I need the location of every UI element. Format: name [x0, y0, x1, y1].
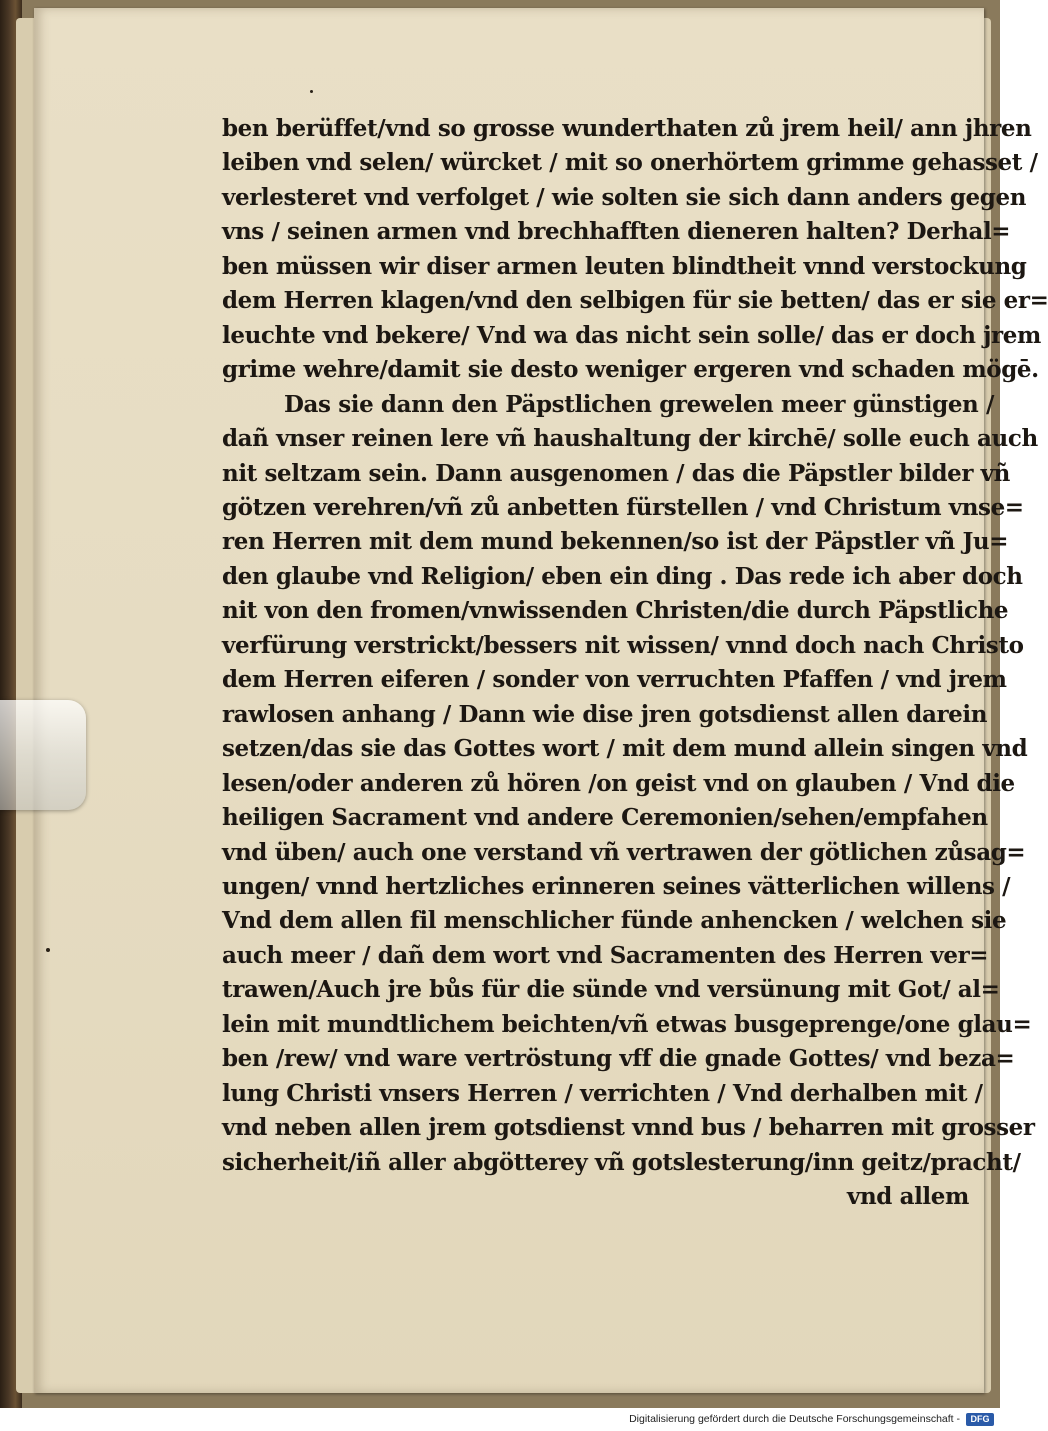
text-line: lung Christi vnsers Herren / verrichten / Vnd derhalben mit / — [222, 1079, 983, 1107]
text-line: vnd neben allen jrem gotsdienst vnnd bus / beharren mit grosser — [222, 1114, 1035, 1142]
ink-speck — [310, 90, 313, 93]
text-line: verlesteret vnd verfolget / wie solten sie sich dann anders gegen — [222, 183, 1027, 211]
text-line: ungen/ vnnd hertzliches erinneren seines vätterlichen willens / — [222, 872, 1011, 900]
text-line: vnd üben/ auch one verstand vñ vertrawen der götlichen zůsag= — [222, 838, 1026, 866]
text-line: den glaube vnd Religion/ eben ein ding . Das rede ich aber doch — [222, 562, 1023, 590]
text-line: trawen/Auch jre bůs für die sünde vnd versünung mit Got/ al= — [222, 976, 1000, 1004]
text-line: heiligen Sacrament vnd andere Ceremonien/sehen/empfahen — [222, 804, 988, 832]
text-line: setzen/das sie das Gottes wort / mit dem mund allein singen vnd — [222, 735, 1028, 763]
text-line: ben müssen wir diser armen leuten blindtheit vnnd verstockung — [222, 252, 1027, 280]
text-line: götzen verehren/vñ zů anbetten fürstellen / vnd Christum vnse= — [222, 493, 1024, 521]
funding-credit: Digitalisierung gefördert durch die Deutsche Forschungsgemeinschaft - — [629, 1413, 960, 1425]
text-line: dañ vnser reinen lere vñ haushaltung der kirchē/ solle euch auch — [222, 425, 1038, 453]
text-line: dem Herren eiferen / sonder von verruchten Pfaffen / vnd jrem — [222, 666, 1007, 694]
text-line: auch meer / dañ dem wort vnd Sacramenten des Herren ver= — [222, 941, 989, 969]
dfg-logo-icon: DFG — [966, 1413, 994, 1426]
paragraph-start-line: Das sie dann den Päpstlichen grewelen meer günstigen / — [284, 390, 994, 418]
text-line: nit von den fromen/vnwissenden Christen/die durch Päpstliche — [222, 597, 1009, 625]
text-line: rawlosen anhang / Dann wie dise jren gotsdienst allen darein — [222, 700, 988, 728]
plastic-clip — [0, 700, 86, 810]
page-text — [222, 112, 1048, 1215]
text-line: nit seltzam sein. Dann ausgenomen / das die Päpstler bilder vñ — [222, 459, 1010, 487]
text-line: grime wehre/damit sie desto weniger ergeren vnd schaden mögē. — [222, 356, 1039, 384]
text-line: leuchte vnd bekere/ Vnd wa das nicht sein solle/ das er doch jrem — [222, 321, 1041, 349]
catchword: vnd allem — [847, 1183, 969, 1211]
text-line: vns / seinen armen vnd brechhafften dieneren halten? Derhal= — [222, 218, 1011, 246]
text-line: Vnd dem allen fil menschlicher fünde anhencken / welchen sie — [222, 907, 1007, 935]
ink-speck — [46, 948, 50, 952]
text-line: lein mit mundtlichem beichten/vñ etwas busgeprenge/one glau= — [222, 1010, 1032, 1038]
text-line: ren Herren mit dem mund bekennen/so ist der Päpstler vñ Ju= — [222, 528, 1009, 556]
text-line: lesen/oder anderen zů hören /on geist vnd on glauben / Vnd die — [222, 769, 1015, 797]
text-line: ben berüffet/vnd so grosse wunderthaten zů jrem heil/ ann jhren — [222, 115, 1032, 142]
text-line: verfürung verstrickt/bessers nit wissen/ vnnd doch nach Christo — [222, 631, 1024, 659]
footer-bar — [0, 1408, 1000, 1431]
text-line: dem Herren klagen/vnd den selbigen für sie betten/ das er sie er= — [222, 287, 1048, 315]
text-line: sicherheit/iñ aller abgötterey vñ gotslesterung/inn geitz/pracht/ — [222, 1148, 1021, 1176]
text-line: ben /rew/ vnd ware vertröstung vff die gnade Gottes/ vnd beza= — [222, 1045, 1015, 1073]
text-line: leiben vnd selen/ würcket / mit so onerhörtem grimme gehasset / — [222, 149, 1038, 177]
